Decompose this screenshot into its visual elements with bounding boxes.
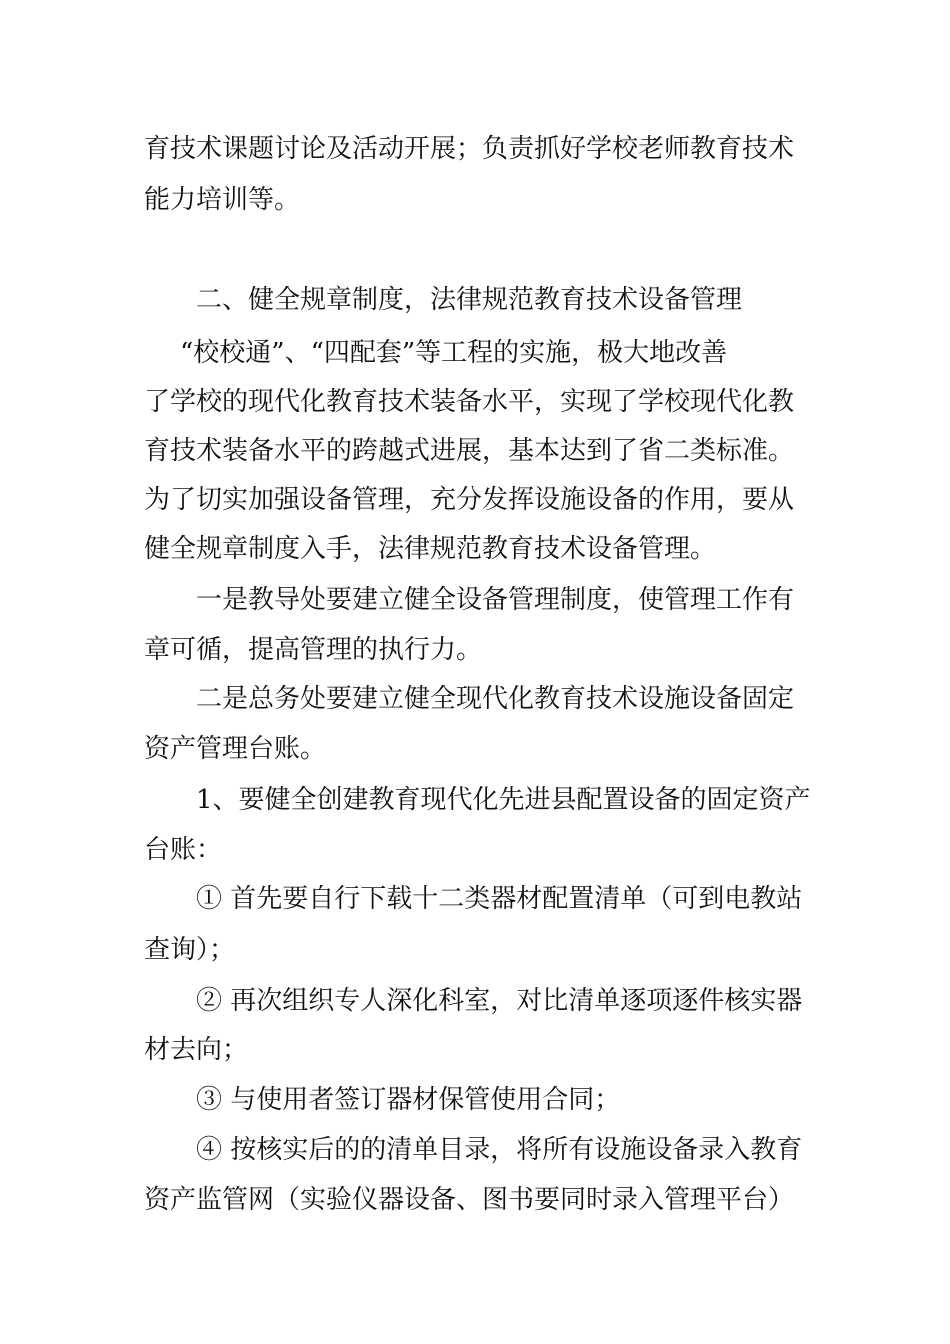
body-text-line: 台账：: [144, 835, 223, 865]
list-item: ② 再次组织专人深化科室，对比清单逐项逐件核实器: [196, 986, 803, 1016]
body-text-line: 材去向；: [144, 1035, 249, 1065]
body-text-line: 健全规章制度入手，法律规范教育技术设备管理。: [144, 534, 717, 564]
list-item-heading: 1、要健全创建教育现代化先进县配置设备的固定资产: [196, 785, 811, 815]
section-heading: 二、健全规章制度，法律规范教育技术设备管理: [196, 285, 743, 315]
body-text-line: 章可循，提高管理的执行力。: [144, 635, 483, 665]
body-text-line: 了学校的现代化教育技术装备水平，实现了学校现代化教: [144, 387, 795, 417]
paragraph-first-line: 二是总务处要建立健全现代化教育技术设施设备固定: [196, 684, 795, 714]
list-item: ④ 按核实后的的清单目录，将所有设施设备录入教育: [196, 1135, 803, 1165]
body-text-line: 育技术装备水平的跨越式进展，基本达到了省二类标准。: [144, 436, 795, 466]
list-item: ③ 与使用者签订器材保管使用合同；: [196, 1085, 621, 1115]
list-item: ① 首先要自行下载十二类器材配置清单（可到电教站: [196, 884, 803, 914]
body-text-line: 育技术课题讨论及活动开展；负责抓好学校老师教育技术: [144, 134, 795, 164]
body-text-line: 资产监管网（实验仪器设备、图书要同时录入管理平台）: [144, 1185, 795, 1215]
body-text-line: 为了切实加强设备管理，充分发挥设施设备的作用，要从: [144, 485, 795, 515]
body-text-line: 资产管理台账。: [144, 734, 327, 764]
body-text-line: 查询）；: [144, 935, 236, 965]
paragraph-first-line: “校校通”、“四配套”等工程的实施，极大地改善: [180, 338, 728, 368]
body-text-line: 能力培训等。: [144, 185, 301, 215]
paragraph-first-line: 一是教导处要建立健全设备管理制度，使管理工作有: [196, 585, 795, 615]
